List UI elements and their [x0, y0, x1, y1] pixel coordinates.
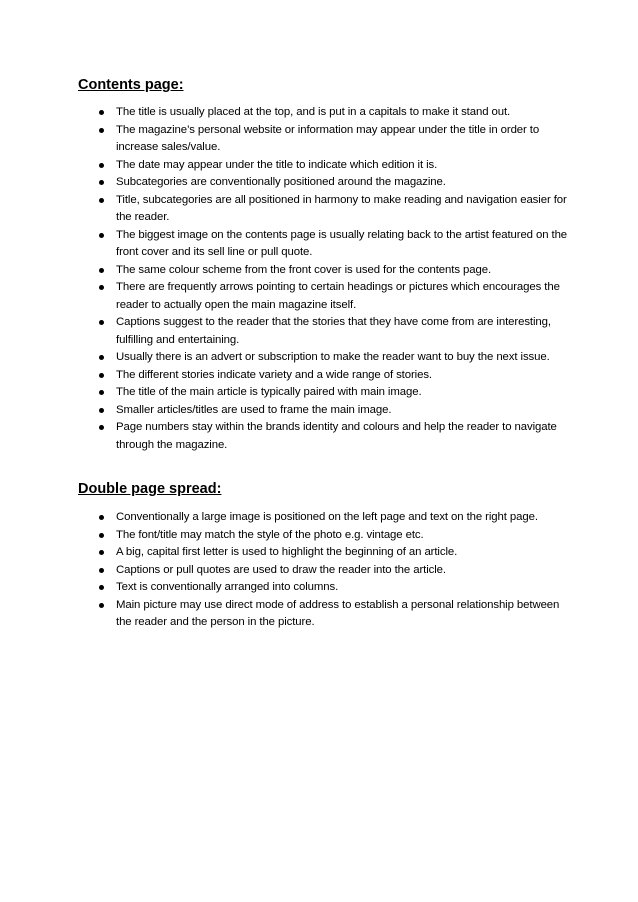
bullet-icon	[99, 233, 104, 238]
list-item	[78, 527, 568, 545]
bullet-icon	[99, 408, 104, 413]
list-item	[78, 104, 568, 122]
list-item	[78, 367, 568, 385]
bullet-text: Captions suggest to the reader that the stories that they have come from are interesting, fulfilling and entertaining.	[116, 316, 551, 346]
bullet-text: A big, capital first letter is used to highlight the beginning of an article.	[116, 546, 458, 558]
list-item	[78, 192, 568, 227]
bullet-icon	[99, 180, 104, 185]
bullet-icon	[99, 515, 104, 520]
list-item	[78, 544, 568, 562]
bullet-text: Title, subcategories are all positioned in harmony to make reading and navigation easier for the reader.	[116, 193, 567, 223]
list-item	[78, 314, 568, 349]
list-item	[78, 174, 568, 192]
bullet-text: The different stories indicate variety and a wide range of stories.	[116, 368, 432, 381]
bullet-text: Conventionally a large image is positioned on the left page and text on the right page.	[116, 511, 538, 523]
contents-page-bullet-list	[78, 104, 568, 454]
bullet-icon	[99, 320, 104, 325]
list-item	[78, 419, 568, 454]
bullet-icon	[99, 128, 104, 133]
bullet-icon	[99, 425, 104, 430]
bullet-text: Page numbers stay within the brands identity and colours and help the reader to navigate through the magazine.	[116, 421, 557, 451]
bullet-text: The magazine’s personal website or information may appear under the title in order to increase sales/value.	[116, 123, 540, 153]
bullet-text: The biggest image on the contents page is usually relating back to the artist featured on the front cover and its sell line or pull quote.	[116, 228, 568, 258]
bullet-icon	[99, 550, 104, 555]
list-item	[78, 509, 568, 527]
contents-page-heading: Contents page:	[78, 77, 184, 93]
bullet-text: The title of the main article is typically paired with main image.	[116, 386, 422, 398]
bullet-icon	[99, 285, 104, 290]
list-item	[78, 384, 568, 402]
bullet-text: Smaller articles/titles are used to frame the main image.	[116, 403, 392, 416]
list-item	[78, 402, 568, 420]
bullet-text: The title is usually placed at the top, and is put in a capitals to make it stand out.	[116, 106, 511, 118]
contents-page-section	[78, 76, 568, 454]
list-item	[78, 562, 568, 580]
list-item	[78, 262, 568, 280]
list-item	[78, 122, 568, 157]
bullet-icon	[99, 390, 104, 395]
bullet-text: Main picture may use direct mode of address to establish a personal relationship between the reader and the person in the picture.	[116, 598, 560, 628]
bullet-icon	[99, 585, 104, 590]
bullet-icon	[99, 373, 104, 378]
bullet-text: The date may appear under the title to indicate which edition it is.	[116, 158, 438, 171]
bullet-icon	[99, 198, 104, 203]
bullet-icon	[99, 110, 104, 115]
bullet-icon	[99, 355, 104, 360]
list-item	[78, 597, 568, 632]
bullet-text: Captions or pull quotes are used to draw the reader into the article.	[116, 563, 446, 576]
bullet-icon	[99, 533, 104, 538]
bullet-text: Subcategories are conventionally positioned around the magazine.	[116, 176, 446, 188]
double-page-spread-heading: Double page spread:	[78, 481, 222, 497]
bullet-text: There are frequently arrows pointing to certain headings or pictures which encourages the reader to actually open the main magazine itself.	[116, 281, 560, 311]
list-item	[78, 279, 568, 314]
bullet-icon	[99, 163, 104, 168]
list-item	[78, 349, 568, 367]
bullet-text: The same colour scheme from the front cover is used for the contents page.	[116, 263, 492, 276]
double-page-spread-section	[78, 480, 568, 632]
double-page-spread-bullet-list	[78, 509, 568, 632]
list-item	[78, 227, 568, 262]
list-item	[78, 579, 568, 597]
bullet-text: Text is conventionally arranged into columns.	[116, 581, 339, 593]
bullet-icon	[99, 603, 104, 608]
list-item	[78, 157, 568, 175]
bullet-icon	[99, 268, 104, 273]
bullet-icon	[99, 568, 104, 573]
bullet-text: The font/title may match the style of the photo e.g. vintage etc.	[116, 528, 424, 541]
bullet-text: Usually there is an advert or subscription to make the reader want to buy the next issue.	[116, 351, 550, 363]
